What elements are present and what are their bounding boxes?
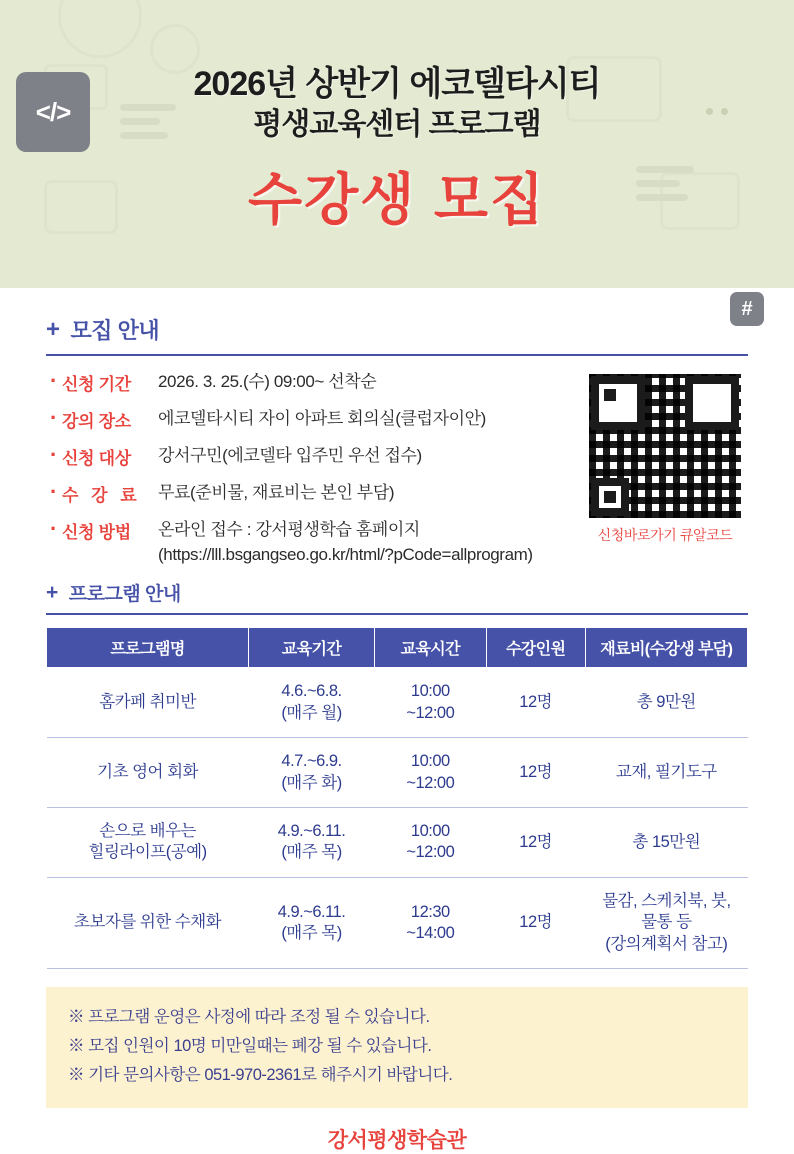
note-line: ※ 프로그램 운영은 사정에 따라 조정 될 수 있습니다. [68, 1008, 430, 1027]
qr-code-icon[interactable] [589, 374, 741, 518]
info-label: · 신청 방법 [46, 518, 158, 543]
cell-period-line1: 4.7.~6.9. [281, 752, 342, 771]
plus-icon: + [46, 315, 60, 343]
divider [46, 613, 748, 615]
table-row [47, 738, 748, 808]
cell-period-line1: 4.9.~6.11. [277, 822, 346, 841]
footer-organization: 강서평생학습관 [327, 1128, 467, 1152]
column-header-capacity: 수강인원 [486, 628, 585, 668]
info-value: 2026. 3. 25.(수) 09:00~ 선착순 [158, 372, 377, 391]
cell-period [249, 738, 375, 808]
cell-fee [585, 877, 747, 968]
cell-time-line1: 10:00 [410, 752, 450, 771]
cell-time [374, 808, 486, 878]
info-value: 강서구민(에코델타 입주민 우선 접수) [158, 446, 422, 465]
cell-fee-line1: 교재, 필기도구 [615, 762, 717, 781]
list-item [46, 407, 576, 432]
list-item [46, 370, 576, 395]
cell-period [249, 877, 375, 968]
list-item [46, 444, 576, 469]
table-header [47, 628, 748, 668]
info-label: · 신청 기간 [46, 370, 158, 395]
info-value-group [158, 518, 533, 567]
info-label: · 강의 장소 [46, 407, 158, 432]
cell-time [374, 877, 486, 968]
cell-period-line2: (매주 목) [281, 924, 342, 943]
info-label: · 신청 대상 [46, 444, 158, 469]
page-title-main: 수강생 모집 [247, 168, 547, 232]
cell-program-name: 기초 영어 회화 [47, 738, 249, 808]
column-header-fee: 재료비(수강생 부담) [585, 628, 747, 668]
poster-body [0, 288, 794, 1154]
table-header-row [47, 628, 748, 668]
page-title-line1: 2026년 상반기 에코델타시티 [193, 65, 601, 103]
cell-program-name-line2: 힐링라이프(공예) [88, 843, 207, 862]
cell-program-name-line1: 손으로 배우는 [99, 822, 196, 841]
note-line: ※ 기타 문의사항은 051-970-2361로 해주시기 바랍니다. [68, 1065, 453, 1084]
note-line: ※ 모집 인원이 10명 미만일때는 폐강 될 수 있습니다. [68, 1037, 432, 1056]
cell-fee-line1: 총 15만원 [632, 832, 701, 851]
cell-time [374, 668, 486, 738]
table-body [47, 668, 748, 969]
title-block [0, 0, 794, 236]
cell-program-name: 초보자를 위한 수채화 [47, 877, 249, 968]
cell-time-line2: ~12:00 [406, 773, 455, 792]
table-row [47, 877, 748, 968]
program-table [46, 627, 748, 969]
column-header-time: 교육시간 [374, 628, 486, 668]
cell-fee [585, 808, 747, 878]
cell-fee-line2: 물통 등 [641, 913, 692, 932]
table-row [47, 808, 748, 878]
cell-fee [585, 668, 747, 738]
plus-icon: + [46, 580, 58, 604]
recruit-info-list [46, 370, 576, 567]
cell-time-line2: ~12:00 [406, 843, 455, 862]
cell-time-line2: ~12:00 [406, 703, 455, 722]
code-brackets-icon: </> [16, 72, 90, 152]
cell-period-line2: (매주 월) [281, 703, 342, 722]
cell-fee-line3: (강의계획서 참고) [605, 934, 728, 953]
recruit-info-area [46, 370, 748, 567]
notes-box [46, 987, 748, 1108]
cell-period-line1: 4.6.~6.8. [281, 682, 342, 701]
hash-icon: # [730, 292, 764, 326]
cell-fee [585, 738, 747, 808]
section-heading-recruit [46, 314, 748, 345]
section-heading-program [46, 579, 748, 606]
cell-time-line1: 10:00 [410, 822, 450, 841]
qr-area [582, 374, 748, 545]
qr-caption: 신청바로가기 큐알코드 [597, 527, 733, 543]
page-title-line2: 평생교육센터 프로그램 [253, 108, 541, 142]
cell-period-line2: (매주 화) [281, 773, 342, 792]
cell-period [249, 668, 375, 738]
poster-header [0, 0, 794, 288]
qr-eye-dot [604, 389, 616, 401]
qr-eye-dot [714, 389, 726, 401]
cell-time-line2: ~14:00 [406, 924, 455, 943]
cell-fee-line1: 물감, 스케치북, 붓, [602, 891, 731, 910]
cell-period [249, 808, 375, 878]
list-item [46, 518, 576, 567]
cell-capacity: 12명 [486, 877, 585, 968]
cell-capacity: 12명 [486, 668, 585, 738]
info-value: 에코델타시티 자이 아파트 회의실(클럽자이안) [158, 409, 486, 428]
cell-time-line1: 12:30 [410, 902, 450, 921]
section-heading-program-label: 프로그램 안내 [68, 584, 181, 606]
cell-time [374, 738, 486, 808]
list-item [46, 481, 576, 506]
info-value-url[interactable]: (https://lll.bsgangseo.go.kr/html/?pCode=allprogram) [158, 544, 533, 564]
section-heading-recruit-label: 모집 안내 [70, 318, 160, 343]
cell-program-name [47, 808, 249, 878]
cell-capacity: 12명 [486, 808, 585, 878]
cell-period-line1: 4.9.~6.11. [277, 902, 346, 921]
info-label: · 수 강 료 [46, 481, 158, 506]
cell-period-line2: (매주 목) [281, 843, 342, 862]
cell-capacity: 12명 [486, 738, 585, 808]
qr-eye-dot [604, 491, 616, 503]
table-row [47, 668, 748, 738]
info-value: 온라인 접수 : 강서평생학습 홈페이지 [158, 520, 420, 539]
info-value: 무료(준비물, 재료비는 본인 부담) [158, 483, 395, 502]
cell-time-line1: 10:00 [410, 682, 450, 701]
divider [46, 354, 748, 356]
column-header-name: 프로그램명 [47, 628, 249, 668]
cell-fee-line1: 총 9만원 [636, 693, 696, 711]
column-header-period: 교육기간 [249, 628, 375, 668]
cell-program-name: 홈카페 취미반 [47, 668, 249, 738]
